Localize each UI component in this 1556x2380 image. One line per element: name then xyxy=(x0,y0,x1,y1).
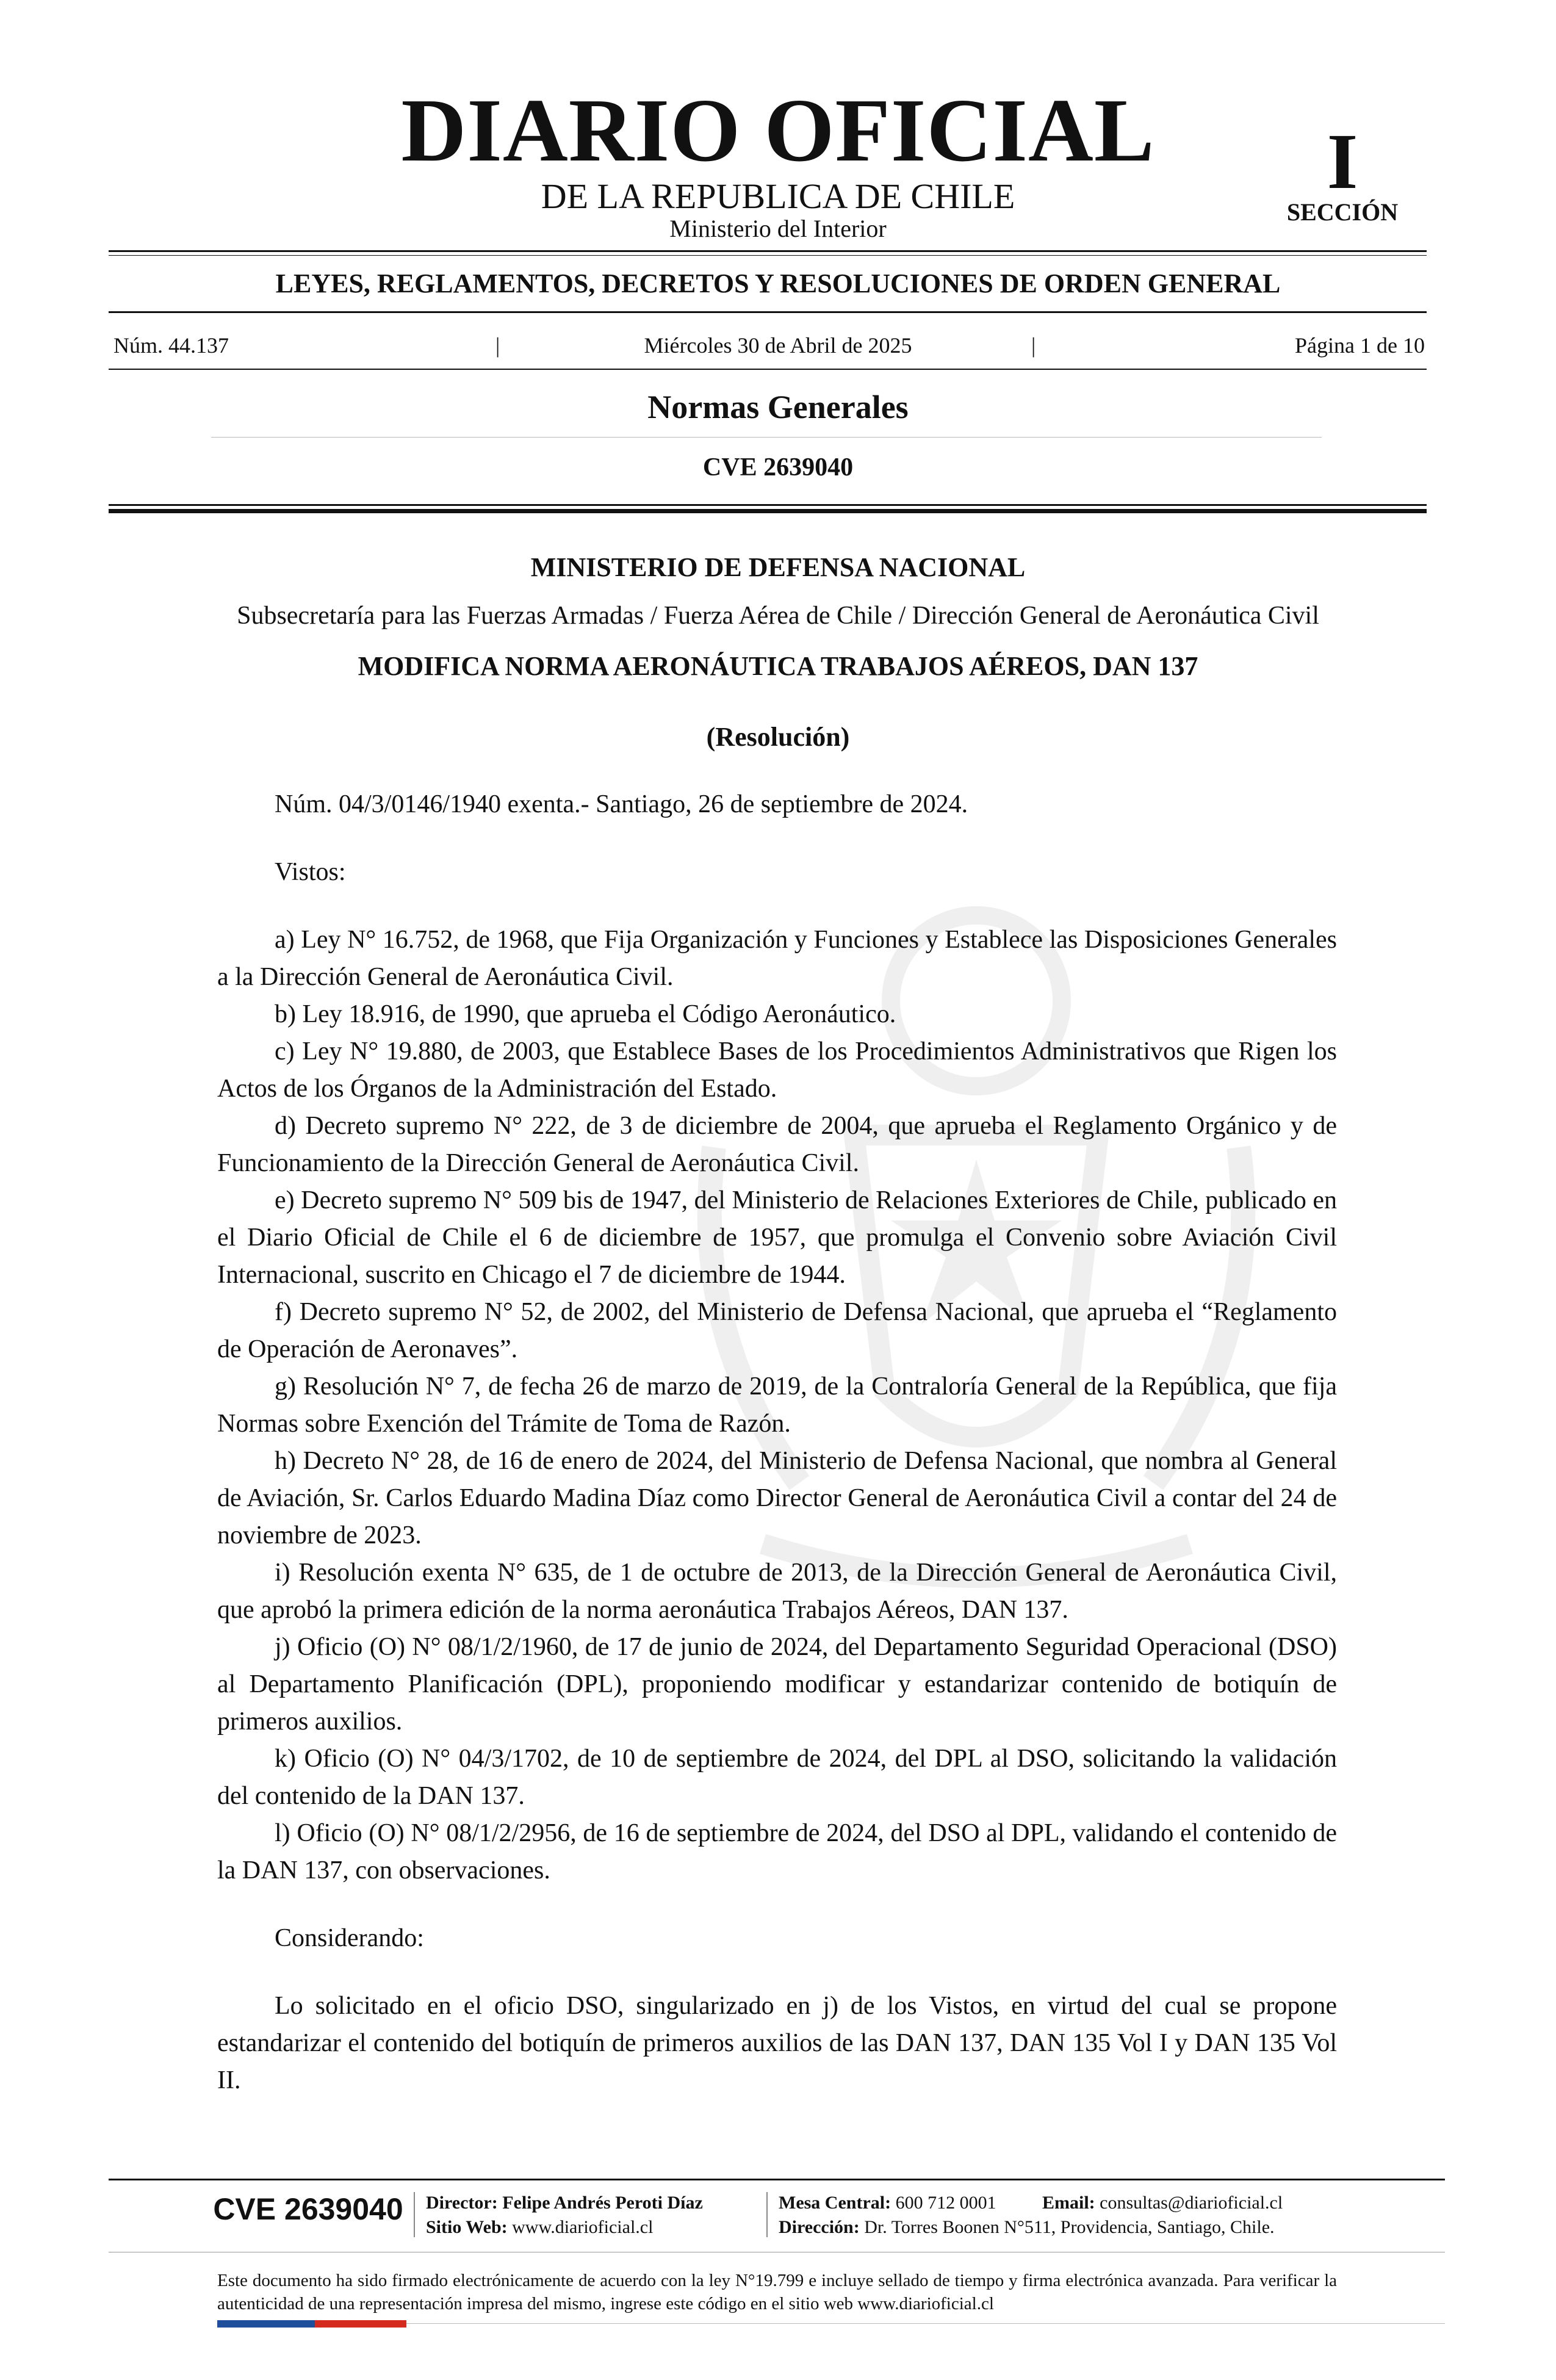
address-label: Dirección: xyxy=(779,2217,860,2237)
flag-stripe-blue xyxy=(217,2320,315,2328)
director-label: Director: xyxy=(426,2193,498,2213)
footer-address xyxy=(779,2218,1275,2237)
category-rule xyxy=(211,437,1322,438)
footer-legal-note: Este documento ha sido firmado electrónicamente de acuerdo con la ley N°19.799 e incluye sellado de tiempo y firma electrónica avanzada. Para verificar la autenticidad de una representación impresa del mismo, ingrese este código en el sitio web www.diarioficial.cl xyxy=(217,2271,1337,2313)
flag-stripe-red xyxy=(315,2320,406,2328)
visto-item: g) Resolución N° 7, de fecha 26 de marzo de 2019, de la Contraloría General de la República, que fija Normas sobre Exención del Trámite de Toma de Razón. xyxy=(217,1372,1337,1438)
masthead-rule-thin xyxy=(109,255,1427,256)
vistos-label: Vistos: xyxy=(275,858,346,886)
laws-banner: LEYES, REGLAMENTOS, DECRETOS Y RESOLUCIONES DE ORDEN GENERAL xyxy=(275,269,1281,298)
email-label: Email: xyxy=(1042,2193,1095,2213)
issue-page: Página 1 de 10 xyxy=(1295,333,1425,358)
considerando-label: Considerando: xyxy=(275,1924,424,1952)
visto-item: f) Decreto supremo N° 52, de 2002, del Ministerio de Defensa Nacional, que aprueba el “Reglamento de Operación de Aeronaves”. xyxy=(217,1298,1337,1363)
visto-item: c) Ley N° 19.880, de 2003, que Establece Bases de los Procedimientos Administrativos que Rigen los Actos de los Órganos de la Administración del Estado. xyxy=(217,1037,1337,1103)
footer-director xyxy=(426,2194,703,2212)
subsecretaria-line: Subsecretaría para las Fuerzas Armadas / Fuerza Aérea de Chile / Dirección General de Aeronáutica Civil xyxy=(237,602,1319,630)
footer-mesa xyxy=(779,2194,996,2212)
visto-item: h) Decreto N° 28, de 16 de enero de 2024, del Ministerio de Defensa Nacional, que nombra al General de Aviación, Sr. Carlos Eduardo Madina Díaz como Director General de Aeronáutica Civil a contar del 24 de noviembre de 2023. xyxy=(217,1447,1337,1549)
visto-item: a) Ley N° 16.752, de 1968, que Fija Organización y Funciones y Establece las Disposiciones Generales a la Dirección General de Aeronáutica Civil. xyxy=(217,926,1337,991)
footer-bottom-rule xyxy=(406,2323,1445,2324)
issue-separator: | xyxy=(495,333,500,358)
mesa-phone: 600 712 0001 xyxy=(895,2193,996,2213)
visto-item: i) Resolución exenta N° 635, de 1 de octubre de 2013, de la Dirección General de Aeronáutica Civil, que aprobó la primera edición de la norma aeronáutica Trabajos Aéreos, DAN 137. xyxy=(217,1559,1337,1624)
category-title: Normas Generales xyxy=(647,389,909,425)
masthead-title: DIARIO OFICIAL xyxy=(401,81,1155,181)
section-numeral: I xyxy=(1327,118,1358,206)
visto-item: e) Decreto supremo N° 509 bis de 1947, del Ministerio de Relaciones Exteriores de Chile, publicado en el Diario Oficial de Chile el 6 de diciembre de 1957, que promulga el Convenio sobre Aviación Civil Internacional, suscrito en Chicago el 7 de diciembre de 1944. xyxy=(217,1186,1337,1289)
visto-item: k) Oficio (O) N° 04/3/1702, de 10 de septiembre de 2024, del DPL al DSO, solicitando la validación del contenido de la DAN 137. xyxy=(217,1745,1337,1810)
document-type: (Resolución) xyxy=(706,722,850,752)
cve-rule-thick xyxy=(109,509,1427,513)
masthead-ministry: Ministerio del Interior xyxy=(669,215,887,242)
section-label: SECCIÓN xyxy=(1286,198,1399,226)
considerando-text: Lo solicitado en el oficio DSO, singularizado en j) de los Vistos, en virtud del cual se propone estandarizar el contenido del botiquín de primeros auxilios de las DAN 137, DAN 135 Vol I y DAN 135 Vol II. xyxy=(217,1992,1337,2094)
masthead-subtitle: DE LA REPUBLICA DE CHILE xyxy=(541,176,1015,216)
footer-divider xyxy=(766,2192,768,2237)
issue-separator: | xyxy=(1031,333,1036,358)
masthead-rule xyxy=(109,250,1427,252)
ministry-heading: MINISTERIO DE DEFENSA NACIONAL xyxy=(530,552,1026,582)
footer-divider xyxy=(414,2192,415,2237)
resolution-number-line: Núm. 04/3/0146/1940 exenta.- Santiago, 26 de septiembre de 2024. xyxy=(275,790,968,818)
footer-site xyxy=(426,2218,653,2237)
footer-email xyxy=(1042,2194,1283,2212)
visto-item: j) Oficio (O) N° 08/1/2/1960, de 17 de junio de 2024, del Departamento Seguridad Operacional (DSO) al Departamento Planificación (DPL), proponiendo modificar y estandarizar contenido de botiquín de primeros auxilios. xyxy=(217,1633,1337,1736)
visto-item: b) Ley 18.916, de 1990, que aprueba el Código Aeronáutico. xyxy=(275,1000,896,1028)
email-link[interactable]: consultas@diarioficial.cl xyxy=(1100,2193,1283,2213)
issue-rule xyxy=(109,369,1427,370)
visto-item: l) Oficio (O) N° 08/1/2/2956, de 16 de septiembre de 2024, del DSO al DPL, validando el contenido de la DAN 137, con observaciones. xyxy=(217,1819,1337,1884)
footer-rule xyxy=(109,2179,1445,2180)
visto-item: d) Decreto supremo N° 222, de 3 de diciembre de 2004, que aprueba el Reglamento Orgánico y de Funcionamiento de la Dirección General de Aeronáutica Civil. xyxy=(217,1112,1337,1177)
cve-rule xyxy=(109,504,1427,506)
issue-date: Miércoles 30 de Abril de 2025 xyxy=(644,333,912,358)
site-label: Sitio Web: xyxy=(426,2217,508,2237)
banner-rule xyxy=(109,311,1427,313)
document-body xyxy=(217,786,1337,2099)
address-text: Dr. Torres Boonen N°511, Providencia, Santiago, Chile. xyxy=(864,2217,1275,2237)
site-link[interactable]: www.diarioficial.cl xyxy=(512,2217,654,2237)
mesa-label: Mesa Central: xyxy=(779,2193,891,2213)
document-title: MODIFICA NORMA AERONÁUTICA TRABAJOS AÉREOS, DAN 137 xyxy=(358,651,1198,681)
cve-code: CVE 2639040 xyxy=(702,453,854,481)
director-name: Felipe Andrés Peroti Díaz xyxy=(502,2193,703,2213)
footer-cve-code: CVE 2639040 xyxy=(213,2192,403,2226)
issue-number: Núm. 44.137 xyxy=(113,333,229,358)
